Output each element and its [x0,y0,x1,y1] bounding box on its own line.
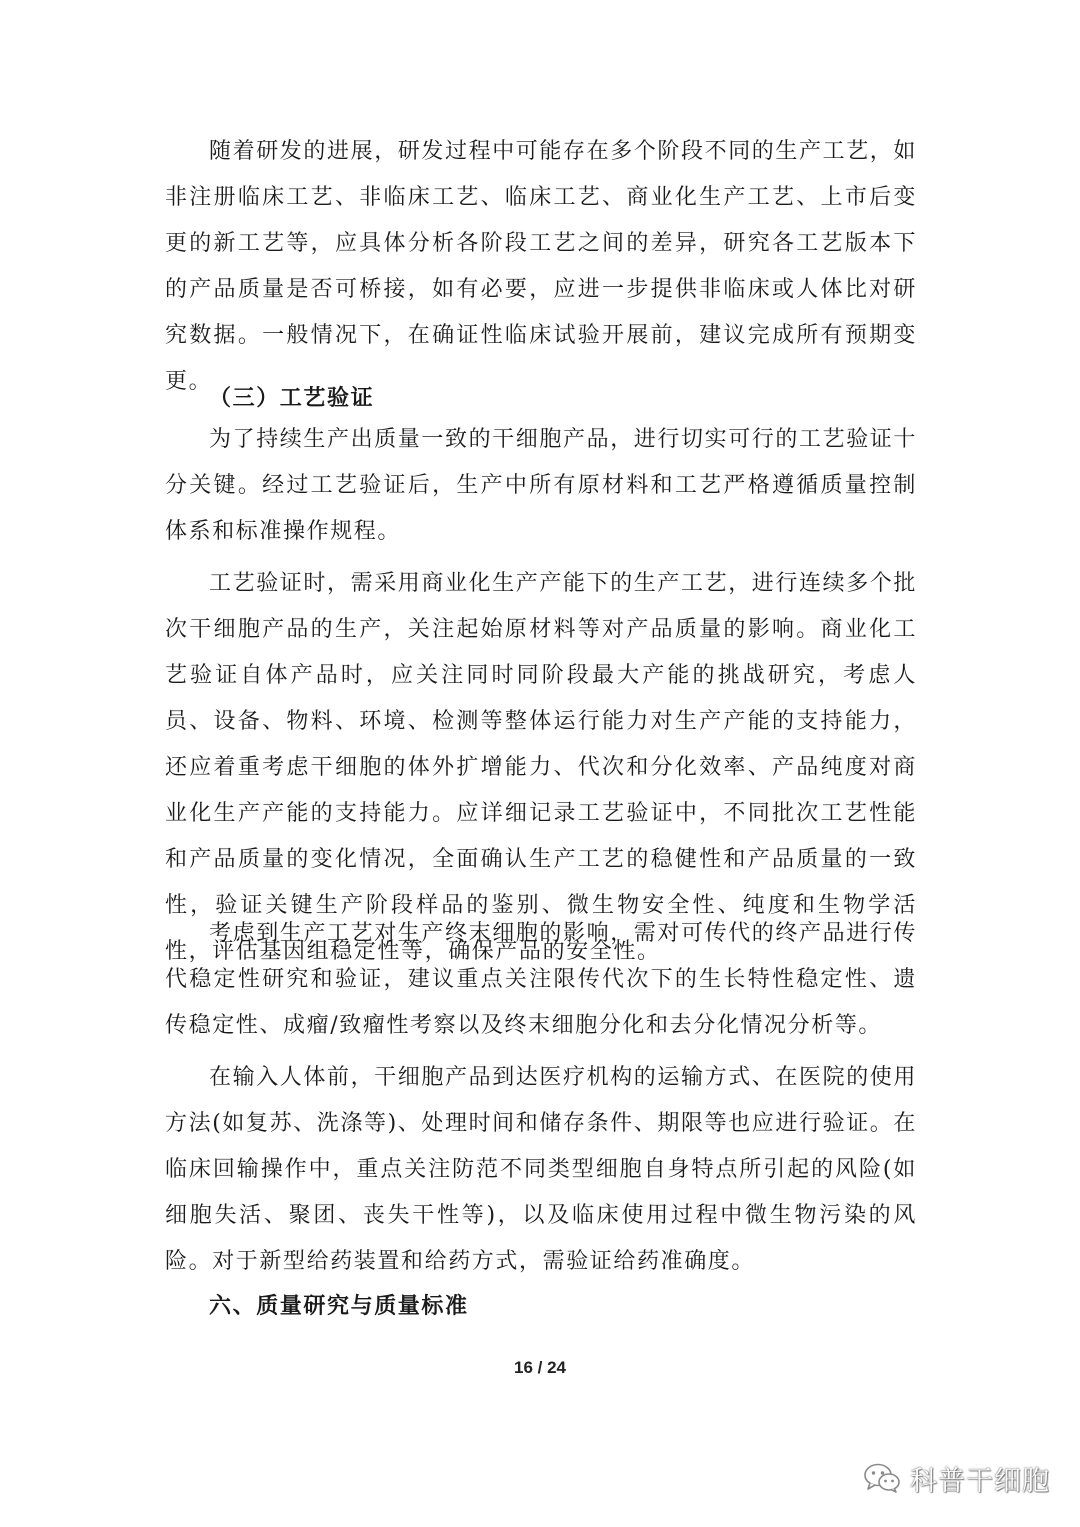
paragraph-transport-usage: 在输入人体前，干细胞产品到达医疗机构的运输方式、在医院的使用方法(如复苏、洗涤等)、处理时间和储存条件、期限等也应进行验证。在临床回输操作中，重点关注防范不同类型细胞自身特点所引起的风险(如细胞失活、聚团、丧失干性等)，以及临床使用过程中微生物污染的风险。对于新型给药装置和给药方式，需验证给药准确度。 [165,1065,918,1274]
section-heading-process-validation: （三）工艺验证 [209,385,375,411]
paragraph-validation-requirements: 工艺验证时，需采用商业化生产产能下的生产工艺，进行连续多个批次干细胞产品的生产，关注起始原材料等对产品质量的影响。商业化工艺验证自体产品时，应关注同时同阶段最大产能的挑战研究，考虑人员、设备、物料、环境、检测等整体运行能力对生产产能的支持能力，还应着重考虑干细胞的体外扩增能力、代次和分化效率、产品纯度对商业化生产产能的支持能力。应详细记录工艺验证中，不同批次工艺性能和产品质量的变化情况，全面确认生产工艺的稳健性和产品质量的一致性，验证关键生产阶段样品的鉴别、微生物安全性、纯度和生物学活性，评估基因组稳定性等，确保产品的安全性。 [165,571,918,964]
paragraph-passage-stability: 考虑到生产工艺对生产终末细胞的影响，需对可传代的终产品进行传代稳定性研究和验证，建议重点关注限传代次下的生长特性稳定性、遗传稳定性、成瘤/致瘤性考察以及终末细胞分化和去分化情况分析等。 [165,921,918,1038]
page-number: 16 / 24 [514,1358,566,1377]
watermark [862,1458,1050,1498]
wechat-icon [862,1462,902,1494]
section-heading-quality-standards: 六、质量研究与质量标准 [209,1293,469,1319]
watermark-text: 科普干细胞 [910,1465,1050,1497]
paragraph-process-evolution: 随着研发的进展，研发过程中可能存在多个阶段不同的生产工艺，如非注册临床工艺、非临床工艺、临床工艺、商业化生产工艺、上市后变更的新工艺等，应具体分析各阶段工艺之间的差异，研究各工艺版本下的产品质量是否可桥接，如有必要，应进一步提供非临床或人体比对研究数据。一般情况下，在确证性临床试验开展前，建议完成所有预期变更。 [165,139,918,394]
paragraph-validation-importance: 为了持续生产出质量一致的干细胞产品，进行切实可行的工艺验证十分关键。经过工艺验证后，生产中所有原材料和工艺严格遵循质量控制体系和标准操作规程。 [165,427,918,544]
